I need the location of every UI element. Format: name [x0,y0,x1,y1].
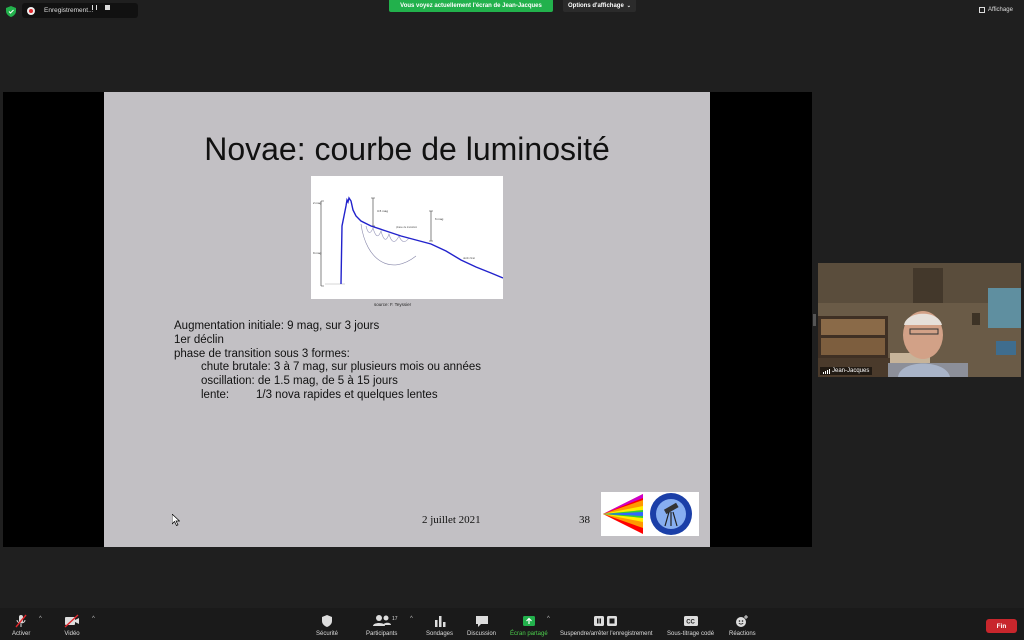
resize-handle[interactable] [813,314,816,326]
view-options-button[interactable] [563,0,636,12]
video-off-icon [64,614,80,628]
chat-icon [475,614,489,628]
unmute-label: Activer [12,631,31,637]
security-label: Sécurité [316,631,339,637]
share-screen-button[interactable] [510,614,548,637]
participants-options-caret[interactable]: ^ [410,616,413,622]
slide-page-number: 38 [579,514,590,526]
polls-label: Sondages [426,631,454,637]
bullet-line: Augmentation initiale: 9 mag, sur 3 jours [174,320,380,332]
stop-recording-icon[interactable] [105,5,110,10]
audio-options-caret[interactable]: ^ [39,616,42,622]
slide-title: Novae: courbe de luminosité [204,131,610,167]
mic-muted-icon [14,614,28,628]
polls-button[interactable] [426,614,453,637]
svg-text:6 mag: 6 mag [435,217,444,221]
participant-video[interactable] [818,263,1021,377]
svg-text:3-5 mag: 3-5 mag [377,209,389,213]
reactions-label: Réactions [729,631,756,637]
light-curve-figure [311,176,503,299]
view-options-label: Options d'affichage [568,3,624,9]
closed-captions-button[interactable] [667,614,714,637]
bullet-line [174,389,481,403]
start-video-button[interactable] [64,614,80,637]
meeting-toolbar [0,608,1024,640]
recording-control-label: Suspendre/arrêter l'enregistrement [560,631,653,637]
video-frame [818,263,1021,377]
pause-stop-recording-button[interactable] [560,614,653,637]
share-options-caret[interactable]: ^ [547,616,550,622]
signal-bars-icon [823,369,830,374]
bullet-line: chute brutale: 3 à 7 mag, sur plusieurs mois ou années [201,361,481,374]
participants-icon [373,614,391,628]
chat-label: Discussion [467,631,497,637]
figure-source: source: F. Teyssier [374,302,412,307]
bullet-value: 1/3 nova rapides et quelques lentes [256,388,438,401]
share-screen-icon [522,614,536,628]
pause-recording-icon[interactable] [92,5,97,10]
participant-name-tag [820,367,872,375]
slide-bullets [174,320,481,403]
bullet-key: lente: [201,388,230,401]
bullet-line: oscillation: de 1.5 mag, de 5 à 15 jours [201,375,398,388]
video-options-caret[interactable]: ^ [92,616,95,622]
participants-label: Participants [366,631,398,637]
presentation-slide [104,92,710,547]
reactions-button[interactable] [729,614,756,637]
captions-label: Sous-titrage codé [667,631,715,637]
bullet-line: phase de transition sous 3 formes: [174,347,350,360]
svg-text:CC: CC [685,619,695,626]
chat-button[interactable] [467,614,496,637]
grid-icon [979,7,985,13]
recording-label: Enregistrement... [44,7,94,14]
chevron-down-icon: ⌄ [626,3,631,9]
bullet-line: 1er déclin [174,333,224,346]
view-label: Affichage [988,7,1013,13]
closed-captions-icon [683,614,699,628]
end-meeting-button[interactable]: Fin [986,619,1017,633]
share-banner: Vous voyez actuellement l'écran de Jean-Jacques [389,0,553,12]
svg-text:déclin final: déclin final [463,257,475,260]
club-logo [601,492,699,536]
slide-date: 2 juillet 2021 [422,514,481,526]
video-label: Vidéo [64,631,80,637]
shield-icon[interactable] [6,6,16,17]
share-screen-label: Écran partagé [510,631,548,637]
bar-chart-icon [433,614,447,628]
recording-indicator [22,3,138,18]
record-icon [27,7,35,15]
participant-name: Jean-Jacques [832,368,870,374]
participants-count: 17 [392,616,398,622]
view-button[interactable] [979,5,1013,15]
emoji-icon [735,614,749,628]
unmute-button[interactable] [12,614,30,637]
svg-text:phase de transition: phase de transition [396,226,418,229]
pause-stop-icon [593,614,619,628]
mouse-pointer-icon [172,514,180,526]
shield-icon [321,614,333,628]
svg-text:2 mag: 2 mag [313,201,322,205]
security-button[interactable] [316,614,338,637]
svg-text:9 mag: 9 mag [313,251,322,255]
